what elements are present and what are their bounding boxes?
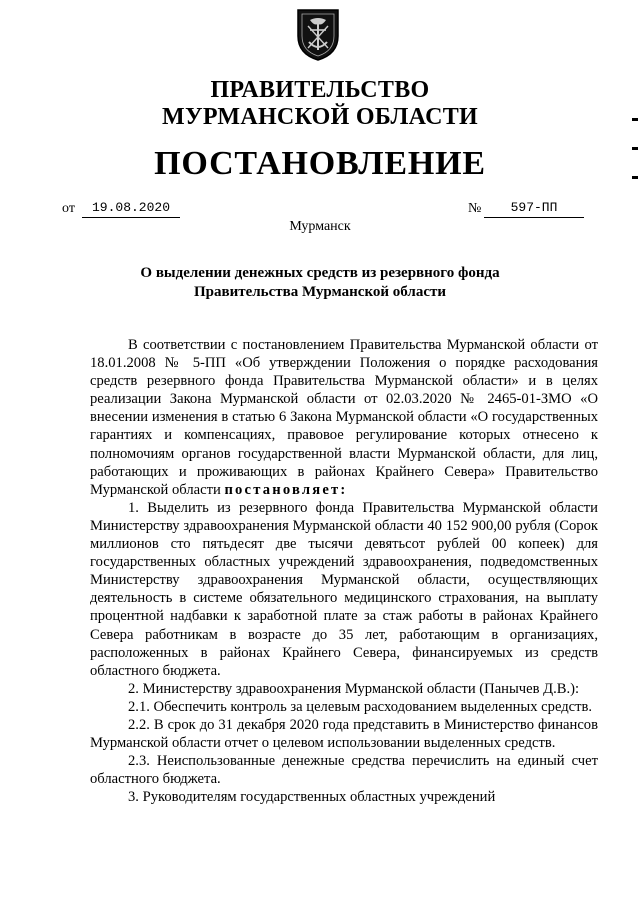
item-3: 3. Руководителям государственных областных учреждений bbox=[128, 789, 496, 806]
document-type-title: ПОСТАНОВЛЕНИЕ bbox=[154, 145, 486, 182]
organization-name-line2: МУРМАНСКОЙ ОБЛАСТИ bbox=[162, 104, 478, 130]
document-date: 19.08.2020 bbox=[82, 199, 180, 218]
document-number: 597-ПП bbox=[484, 199, 584, 218]
item-2-1: 2.1. Обеспечить контроль за целевым расходованием выделенных средств. bbox=[128, 698, 593, 715]
number-label: № bbox=[468, 201, 482, 216]
document-body bbox=[90, 336, 598, 806]
subject-line1: О выделении денежных средств из резервного фонда bbox=[140, 265, 500, 281]
date-label: от bbox=[62, 201, 75, 216]
preamble-paragraph bbox=[90, 336, 598, 499]
document-subject bbox=[100, 264, 540, 302]
scan-mark bbox=[632, 176, 638, 179]
preamble-text: В соответствии с постановлением Правительства Мурманской области от 18.01.2008 № 5-ПП «Об утверждении Положения о порядке расходования средств резервного фонда Правительства Мурманской области» и в целях реализации Закона Мурманской области от 02.03.2020 № 2465-01-ЗМО «О внесении изменения в статью 6 Закона Мурманской области «О государственных гарантиях и компенсациях, правовое регулирование которых отнесено к полномочиям органов государственной власти Мурманской области, для лиц, работающих и проживающих в районах Крайнего Севера» Правительство Мурманской области bbox=[90, 337, 598, 498]
organization-name-line1: ПРАВИТЕЛЬСТВО bbox=[210, 77, 430, 103]
date-number-row bbox=[0, 199, 640, 221]
scan-mark bbox=[632, 147, 638, 150]
item-1: 1. Выделить из резервного фонда Правительства Мурманской области Министерству здравоохранения Мурманской области 40 152 900,00 рубля (Сорок миллионов сто пятьдесят две тысячи девятьсот рублей 00 копеек) для государственных областных учреждений здравоохранения, подведомственных Министерству здравоохранения Мурманской области, осуществляющих деятельность в системе обязательного медицинского страхования, на выплату процентной надбавки к заработной плате за стаж работы в районах Крайнего Севера работникам в возрасте до 35 лет, работающим в организациях, расположенных в районах Крайнего Севера, финансируемых из средств областного бюджета. bbox=[90, 499, 598, 679]
subject-line2: Правительства Мурманской области bbox=[193, 284, 447, 300]
item-2: 2. Министерству здравоохранения Мурманской области (Панычев Д.В.): bbox=[128, 680, 580, 697]
item-2-2: 2.2. В срок до 31 декабря 2020 года представить в Министерство финансов Мурманской области отчет о целевом использовании выделенных средств. bbox=[90, 716, 598, 752]
city: Мурманск bbox=[289, 219, 351, 234]
resolves-keyword: постановляет: bbox=[224, 481, 348, 498]
scan-edge-marks bbox=[632, 118, 640, 205]
scan-mark bbox=[632, 118, 638, 121]
coat-of-arms-icon bbox=[296, 6, 340, 62]
item-2-3: 2.3. Неиспользованные денежные средства перечислить на единый счет областного бюджета. bbox=[90, 753, 598, 788]
